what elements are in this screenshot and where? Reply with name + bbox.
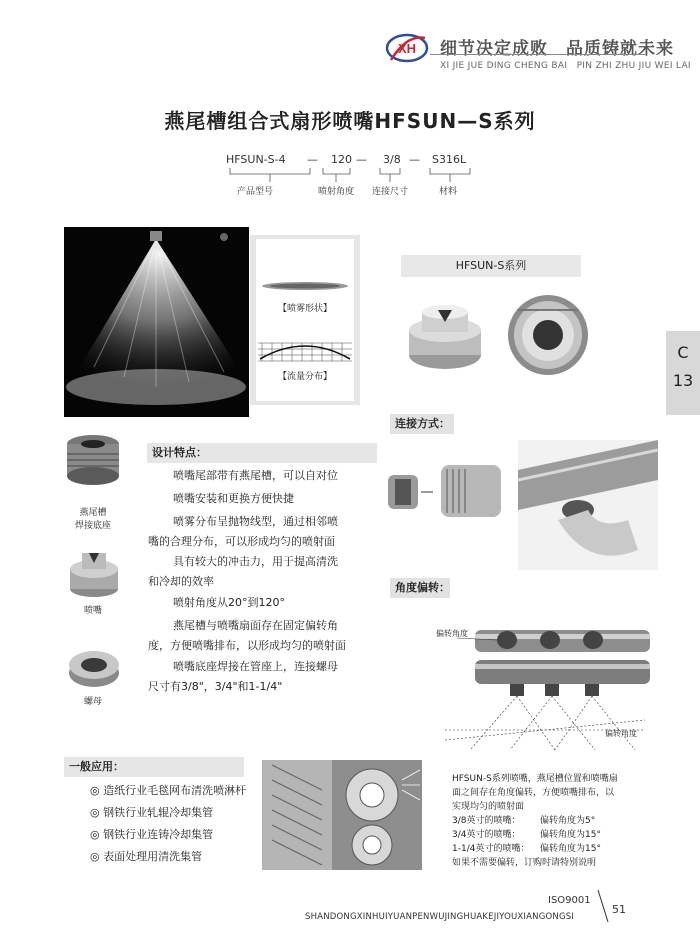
feature-line: 喷嘴尾部带有燕尾槽，可以自对位 — [173, 469, 338, 482]
angle-desc-line: HFSUN-S系列喷嘴，燕尾槽位置和喷嘴扇 — [452, 774, 618, 784]
nozzle-tip-image — [400, 300, 495, 375]
application-item: ◎ 表面处理用清洗集管 — [90, 850, 203, 863]
label-size: 连接尺寸 — [372, 187, 409, 197]
angle-row-value: 偏转角度为5° — [540, 816, 596, 826]
feature-line: 和冷却的效率 — [148, 575, 214, 588]
code-size: 3/8 — [383, 153, 401, 166]
applications-heading: 一般应用： — [64, 757, 244, 777]
spray-shape-graphic — [260, 279, 350, 293]
angle-desc-line: 面之间存在角度偏转，方便喷嘴排布，以 — [452, 788, 615, 798]
nut-label: 螺母 — [83, 697, 102, 707]
logo-text: XH — [398, 41, 417, 56]
design-heading: 设计特点： — [147, 443, 377, 463]
flow-distribution-label: 【流量分布】 — [277, 372, 332, 382]
page-number: 51 — [612, 903, 626, 916]
section-tab-letter: C — [677, 343, 689, 362]
welded-base-label: 燕尾槽 — [79, 508, 107, 518]
code-connectors — [220, 166, 480, 186]
application-item: ◎ 钢铁行业轧辊冷却集管 — [90, 806, 214, 819]
label-model: 产品型号 — [237, 187, 274, 197]
series-label: HFSUN-S系列 — [401, 255, 581, 277]
flow-distribution-graphic — [258, 339, 352, 363]
angle-label-top: 偏转角度 — [436, 629, 468, 638]
feature-line: 喷嘴安装和更换方便快捷 — [173, 492, 294, 505]
section-tab — [666, 331, 700, 415]
slogan-pinyin: XI JIE JUE DING CHENG BAI PIN ZHI ZHU JIU WEI LAI — [440, 61, 691, 71]
nozzle-label: 喷嘴 — [83, 606, 102, 616]
feature-line: 喷雾分布呈抛物线型，通过相邻喷 — [173, 515, 338, 528]
welded-base-label: 焊接底座 — [74, 521, 111, 531]
code-model: HFSUN-S-4 — [226, 153, 286, 166]
nozzle-base-image — [498, 290, 596, 380]
company-logo — [385, 30, 429, 66]
angle-desc-line: 实现均匀的喷射面 — [452, 802, 525, 812]
connection-parts-image — [383, 455, 513, 525]
footer-company: SHANDONGXINHUIYUANPENWUJINGHUAKEJIYOUXIANGONGSI — [305, 912, 575, 922]
pattern-inner — [256, 239, 354, 401]
spray-photo — [64, 227, 249, 417]
application-diagram — [262, 760, 422, 870]
nut-image — [65, 645, 123, 690]
code-dash: — — [409, 153, 420, 166]
code-angle: 120 — [331, 153, 352, 166]
slogan: 细节决定成败 品质铸就未来 — [440, 39, 674, 59]
angle-row-size: 1-1/4英寸的喷嘴： — [452, 844, 530, 854]
feature-line: 嘴的合理分布，可以形成均匀的喷射面 — [148, 535, 335, 548]
spray-pattern-panel — [250, 235, 360, 405]
code-dash: — — [307, 153, 318, 166]
angle-row-size: 3/4英寸的喷嘴： — [452, 830, 521, 840]
code-material: S316L — [432, 153, 467, 166]
hand-install-photo — [518, 440, 658, 570]
angle-row-size: 3/8英寸的喷嘴： — [452, 816, 521, 826]
feature-line: 尺寸有3/8"，3/4"和1-1/4" — [148, 680, 283, 693]
label-angle: 喷射角度 — [318, 187, 355, 197]
feature-line: 燕尾槽与喷嘴扇面存在固定偏转角 — [173, 619, 338, 632]
feature-line: 度，方便喷嘴排布，以形成均匀的喷射面 — [148, 639, 346, 652]
welded-base-image — [62, 432, 124, 490]
footer-divider — [596, 888, 610, 924]
spray-shape-label: 【喷雾形状】 — [277, 304, 332, 314]
page-title: 燕尾槽组合式扇形喷嘴HFSUN—S系列 — [164, 109, 536, 133]
angle-row-value: 偏转角度为15° — [540, 844, 601, 854]
feature-line: 喷射角度从20°到120° — [173, 596, 285, 609]
angle-desc-note: 如果不需要偏转，订购时请特别说明 — [452, 858, 597, 868]
code-dash: — — [356, 153, 367, 166]
section-tab-number: 13 — [672, 371, 694, 390]
feature-line: 具有较大的冲击力，用于提高清洗 — [173, 555, 338, 568]
angle-heading: 角度偏转： — [390, 578, 450, 598]
nozzle-image — [65, 545, 123, 600]
application-item: ◎ 钢铁行业连铸冷却集管 — [90, 828, 214, 841]
connection-heading: 连接方式： — [390, 414, 454, 434]
feature-line: 喷嘴底座焊接在管座上，连接螺母 — [173, 660, 338, 673]
footer-iso: ISO9001 — [548, 895, 591, 906]
angle-row-value: 偏转角度为15° — [540, 830, 601, 840]
angle-label-bottom: 偏转角度 — [605, 729, 637, 738]
label-material: 材料 — [439, 187, 458, 197]
application-item: ◎ 造纸行业毛毯网布清洗喷淋杆 — [90, 784, 247, 797]
header-divider — [430, 54, 645, 55]
